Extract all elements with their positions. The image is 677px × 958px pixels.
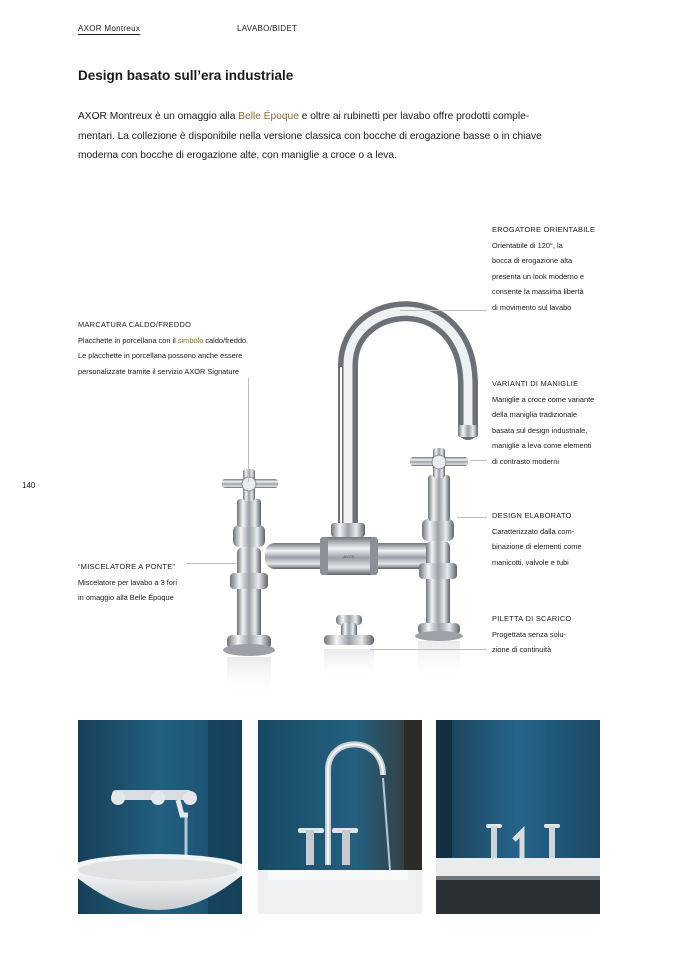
intro-text: AXOR Montreux è un omaggio alla [78, 111, 239, 122]
intro-line-3: moderna con bocche di erogazione alte, con maniglie a croce o a leva. [78, 150, 397, 161]
annotation-line: manicotti, valvole e tubi [492, 557, 569, 567]
leader-line-design [457, 517, 487, 518]
right-column [426, 541, 450, 629]
faucet-brand-label: AXOR [343, 554, 355, 559]
annotation-marcatura [78, 317, 248, 379]
photo-three-hole-mixer [436, 720, 600, 914]
annotation-line: Maniglie a croce come variante [492, 394, 595, 404]
annotation-line: bocca di erogazione alta [492, 256, 573, 265]
annotation-text: Placchette in porcellana con il [78, 335, 178, 345]
annotation-miscelatore [78, 559, 177, 606]
annotation-erogatore [492, 222, 595, 315]
leader-line-piletta [370, 649, 487, 650]
intro-line-1 [78, 107, 603, 127]
photo-high-spout-faucet [258, 720, 422, 914]
page-title: Design basato sull’era industriale [78, 68, 294, 83]
leader-line-erogatore [400, 310, 487, 311]
annotation-line: Orientabile di 120°, la [492, 240, 563, 250]
annotation-heading: EROGATORE ORIENTABILE [492, 225, 596, 234]
header-section: LAVABO/BIDET [237, 24, 298, 33]
annotation-heading: DESIGN ELABORATO [492, 511, 572, 520]
annotation-line: personalizzate tramite il servizio AXOR Signature [78, 366, 240, 376]
annotation-line [78, 333, 248, 349]
annotation-design [492, 508, 582, 570]
annotation-line: presenta un look moderno e [492, 271, 585, 281]
annotation-piletta [492, 611, 572, 658]
annotation-heading: “MISCELATORE A PONTE” [78, 562, 176, 571]
annotation-line: basata sul design industriale, [492, 425, 588, 435]
annotation-line: della maniglia tradizionale [492, 410, 578, 419]
photo-wall-mounted-faucet [78, 720, 242, 914]
annotation-varianti [492, 376, 594, 469]
annotation-line: di movimento sul lavabo [492, 302, 572, 312]
annotation-highlight: simbolo [177, 335, 204, 345]
annotation-line: Miscelatore per lavabo a 3 fori [78, 577, 178, 587]
leader-line-miscelatore [186, 563, 236, 564]
annotation-line: Caratterizzato dalla com- [492, 526, 575, 536]
intro-line-2: mentari. La collezione è disponibile nella versione classica con bocche di erogazione basse o in chiave [78, 130, 542, 142]
intro-text: e oltre ai rubinetti per lavabo offre prodotti comple- [298, 111, 530, 122]
annotation-line: zione di continuità [492, 645, 552, 654]
annotation-line: binazione di elementi come [492, 542, 582, 551]
leader-line-marcatura [248, 378, 249, 482]
annotation-line: Le placchette in porcellana possono anche essere [78, 351, 243, 360]
annotation-line: Progettata senza solu- [492, 629, 566, 639]
left-column [237, 547, 261, 642]
intro-paragraph [78, 107, 603, 166]
annotation-heading: VARIANTI DI MANIGLIE [492, 379, 579, 388]
intro-highlight: Belle Époque [238, 111, 299, 122]
annotation-heading: PILETTA DI SCARICO [492, 614, 572, 623]
annotation-line: consente la massima libertà [492, 287, 584, 296]
annotation-text: caldo/freddo. [203, 335, 249, 345]
annotation-line: maniglie a leva come elementi [492, 441, 592, 450]
annotation-line: di contrasto moderni [492, 456, 559, 466]
annotation-heading: MARCATURA CALDO/FREDDO [78, 320, 192, 329]
leader-line-varianti [470, 460, 487, 461]
page-number: 140 [22, 481, 36, 490]
header-brand: AXOR Montreux [78, 24, 141, 33]
annotation-line: in omaggio alla Belle Époque [78, 593, 174, 602]
